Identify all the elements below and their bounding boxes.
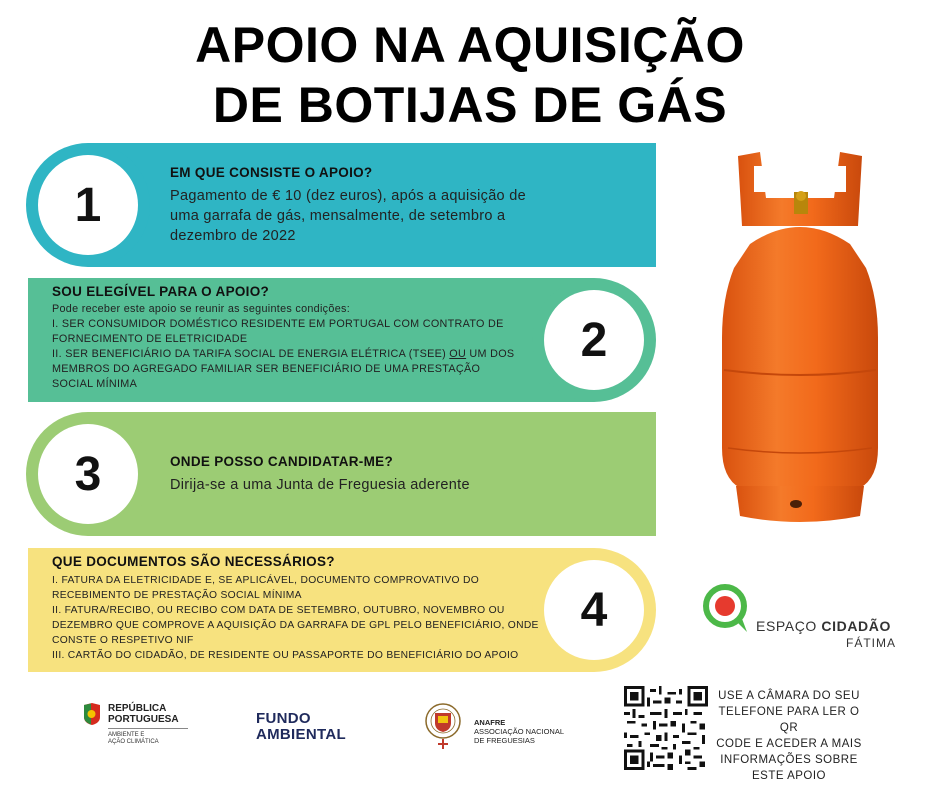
step-1-line-1: Pagamento de € 10 (dez euros), após a aquisição de (170, 188, 526, 204)
step-2-line-5: MEMBROS DO AGREGADO FAMILIAR SER BENEFICIÁRIO DE UMA PRESTAÇÃO (52, 363, 481, 375)
step-1-number: 1 (38, 155, 138, 255)
step-3-number: 3 (38, 424, 138, 524)
republica-sub-1: AMBIENTE E (108, 732, 145, 738)
republica-line-2: PORTUGUESA (108, 714, 179, 725)
step-2-band (28, 278, 656, 402)
republica-title (108, 703, 179, 725)
step-1-heading: EM QUE CONSISTE O APOIO? (170, 165, 373, 180)
step-2-line-4 (52, 347, 552, 362)
anafre-line-1: ASSOCIAÇÃO NACIONAL (474, 727, 565, 736)
step-4-band (28, 548, 656, 672)
qr-line-1: USE A CÂMARA DO SEU (718, 690, 860, 702)
step-3-heading: ONDE POSSO CANDIDATAR-ME? (170, 454, 393, 469)
step-2-or: OU (449, 348, 467, 360)
step-4-number: 4 (544, 560, 644, 660)
step-4-heading: QUE DOCUMENTOS SÃO NECESSÁRIOS? (52, 554, 335, 569)
step-1-line-3: dezembro de 2022 (170, 228, 296, 244)
republica-divider (108, 728, 188, 729)
step-2-line-1: Pode receber este apoio se reunir as seguintes condições: (52, 303, 350, 315)
anafre-seal-icon (423, 703, 463, 751)
republica-subtitle (108, 732, 188, 746)
page-title-line-1: APOIO NA AQUISIÇÃO (195, 17, 745, 73)
espaco-cidadao-label (756, 618, 891, 634)
step-2-line-2: I. SER CONSUMIDOR DOMÉSTICO RESIDENTE EM PORTUGAL COM CONTRATO DE (52, 318, 504, 330)
step-2-heading: SOU ELEGÍVEL PARA O APOIO? (52, 284, 270, 299)
step-2-number: 2 (544, 290, 644, 390)
republica-sub-2: AÇÃO CLIMÁTICA (108, 739, 159, 745)
step-1-line-2: uma garrafa de gás, mensalmente, de setembro a (170, 208, 506, 224)
step-4-line-4: DEZEMBRO QUE COMPROVE A AQUISIÇÃO DA GARRAFA DE GPL PELO BENEFICIÁRIO, ONDE (52, 620, 539, 631)
qr-code-icon[interactable] (623, 686, 709, 770)
step-4-line-5: CONSTE O RESPETIVO NIF (52, 635, 194, 646)
qr-line-5: ESTE APOIO (751, 770, 827, 782)
step-4-line-1: I. FATURA DA ELETRICIDADE E, SE APLICÁVEL, DOCUMENTO COMPROVATIVO DO (52, 575, 480, 586)
fundo-line-1: FUNDO (256, 710, 311, 727)
step-1-text (170, 165, 590, 246)
step-2-line-4a: II. SER BENEFICIÁRIO DA TARIFA SOCIAL DE ENERGIA ELÉTRICA (TSEE) (52, 348, 446, 360)
espaco-cidadao-place: FÁTIMA (846, 636, 896, 650)
page-title-line-2: DE BOTIJAS DE GÁS (212, 77, 728, 133)
step-2-line-4b: UM DOS (469, 348, 515, 360)
step-4-line-3: II. FATURA/RECIBO, OU RECIBO COM DATA DE SETEMBRO, OUTUBRO, NOVEMBRO OU (52, 605, 505, 616)
step-4-text (52, 554, 542, 663)
qr-line-4: INFORMAÇÕES SOBRE (720, 754, 858, 766)
step-2-line-3: FORNECIMENTO DE ELETRICIDADE (52, 333, 248, 345)
step-2-line-6: SOCIAL MÍNIMA (52, 378, 138, 390)
republica-line-1: REPÚBLICA (108, 703, 167, 714)
location-pin-icon (701, 582, 753, 634)
step-3-text (170, 454, 610, 495)
republica-portuguesa-logo (82, 703, 192, 753)
step-4-line-2: RECEBIMENTO DE PRESTAÇÃO SOCIAL MÍNIMA (52, 590, 302, 601)
espaco-word: ESPAÇO (756, 618, 817, 634)
step-2-text (52, 284, 552, 392)
step-1-band (26, 143, 656, 267)
portugal-flag-icon (82, 703, 102, 725)
anafre-text (474, 718, 564, 745)
step-4-line-6: III. CARTÃO DO CIDADÃO, DE RESIDENTE OU PASSAPORTE DO BENEFICIÁRIO DO APOIO (52, 650, 519, 661)
fundo-ambiental-logo (256, 711, 346, 743)
cidadao-word: CIDADÃO (821, 618, 891, 634)
step-3-band (26, 412, 656, 536)
fundo-line-2: AMBIENTAL (256, 726, 346, 743)
qr-line-3: CODE E ACEDER A MAIS (716, 738, 862, 750)
anafre-name-text: ANAFRE (474, 718, 506, 727)
step-3-line-1: Dirija-se a uma Junta de Freguesia aderente (170, 477, 470, 493)
anafre-line-2: DE FREGUESIAS (474, 736, 535, 745)
anafre-name (474, 718, 564, 727)
gas-bottle-icon (710, 148, 890, 528)
qr-line-2: TELEFONE PARA LER O QR (718, 706, 860, 734)
qr-instructions (714, 688, 864, 784)
